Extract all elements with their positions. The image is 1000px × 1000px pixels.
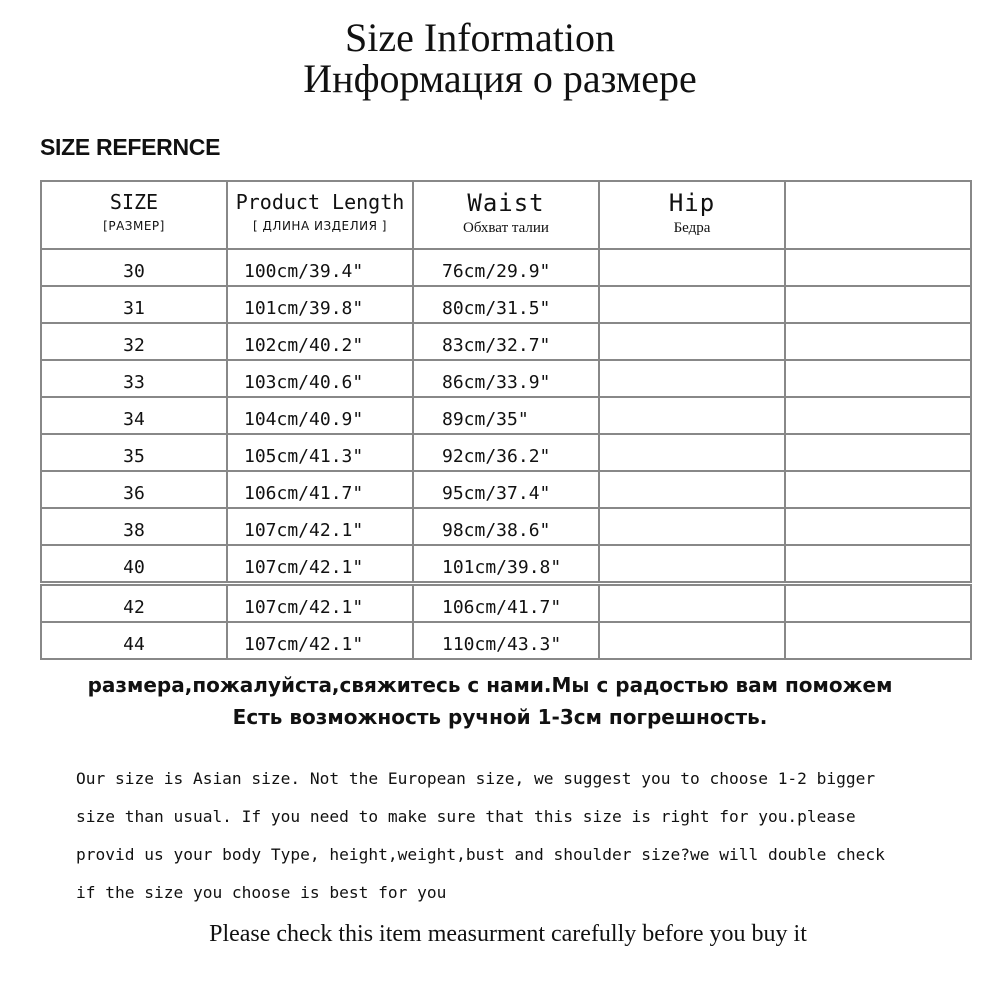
cell-hip [599, 471, 785, 508]
cell-length: 107cm/42.1" [227, 622, 413, 659]
cell-waist: 86cm/33.9" [413, 360, 599, 397]
cell-length: 106cm/41.7" [227, 471, 413, 508]
cell-hip [599, 434, 785, 471]
cell-hip [599, 584, 785, 623]
cell-hip [599, 323, 785, 360]
footer-notice: Please check this item measurment carefully before you buy it [209, 921, 807, 947]
cell-hip [599, 622, 785, 659]
header-hip [599, 181, 785, 249]
cell-length: 105cm/41.3" [227, 434, 413, 471]
header-size-label: SIZE [109, 190, 159, 214]
cell-length: 107cm/42.1" [227, 545, 413, 584]
cell-hip [599, 286, 785, 323]
cell-hip [599, 397, 785, 434]
section-label: SIZE REFERNCE [40, 134, 221, 160]
russian-note-line-2: Есть возможность ручной 1-3см погрешность. [232, 705, 768, 729]
cell-length: 103cm/40.6" [227, 360, 413, 397]
cell-hip [599, 360, 785, 397]
english-note-line: provid us your body Type, height,weight,bust and shoulder size?we will double check [76, 845, 885, 864]
table-row [41, 286, 971, 323]
cell-size: 30 [41, 249, 227, 286]
cell-size: 44 [41, 622, 227, 659]
cell-size: 42 [41, 584, 227, 623]
cell-extra [785, 471, 971, 508]
cell-waist: 95cm/37.4" [413, 471, 599, 508]
size-table [40, 180, 972, 660]
table-row [41, 397, 971, 434]
cell-waist: 83cm/32.7" [413, 323, 599, 360]
cell-waist: 80cm/31.5" [413, 286, 599, 323]
cell-waist: 89cm/35" [413, 397, 599, 434]
header-size-sublabel: [РАЗМЕР] [103, 219, 165, 233]
cell-waist: 98cm/38.6" [413, 508, 599, 545]
cell-extra [785, 397, 971, 434]
header-waist-sublabel: Обхват талии [463, 220, 549, 236]
cell-length: 107cm/42.1" [227, 584, 413, 623]
cell-size: 32 [41, 323, 227, 360]
header-hip-label: Hip [668, 189, 716, 217]
header-product-length [227, 181, 413, 249]
cell-extra [785, 434, 971, 471]
cell-size: 34 [41, 397, 227, 434]
header-size [41, 181, 227, 249]
cell-waist: 101cm/39.8" [413, 545, 599, 584]
table-row [41, 508, 971, 545]
header-product-length-label: Product Length [235, 190, 405, 214]
table-header-row [41, 181, 971, 249]
cell-size: 38 [41, 508, 227, 545]
table-row [41, 471, 971, 508]
cell-waist: 92cm/36.2" [413, 434, 599, 471]
cell-hip [599, 249, 785, 286]
table-row [41, 584, 971, 623]
cell-waist: 110cm/43.3" [413, 622, 599, 659]
table-row [41, 249, 971, 286]
cell-extra [785, 249, 971, 286]
header-hip-sublabel: Бедра [673, 220, 711, 236]
title-english: Size Information [345, 15, 615, 60]
cell-extra [785, 323, 971, 360]
cell-size: 35 [41, 434, 227, 471]
table-row [41, 360, 971, 397]
table-row [41, 545, 971, 584]
table-row [41, 323, 971, 360]
header-waist [413, 181, 599, 249]
cell-extra [785, 622, 971, 659]
cell-extra [785, 508, 971, 545]
cell-size: 31 [41, 286, 227, 323]
russian-note-line-1: размера,пожалуйста,свяжитесь с нами.Мы с радостью вам поможем [87, 673, 893, 697]
cell-size: 33 [41, 360, 227, 397]
english-note-line: size than usual. If you need to make sure that this size is right for you.please [76, 807, 856, 826]
english-size-note [76, 760, 986, 912]
cell-extra [785, 584, 971, 623]
table-row [41, 622, 971, 659]
cell-waist: 106cm/41.7" [413, 584, 599, 623]
cell-length: 101cm/39.8" [227, 286, 413, 323]
cell-size: 40 [41, 545, 227, 584]
cell-waist: 76cm/29.9" [413, 249, 599, 286]
header-empty [785, 181, 971, 249]
cell-hip [599, 545, 785, 584]
cell-extra [785, 545, 971, 584]
header-product-length-sublabel: [ ДЛИНА ИЗДЕЛИЯ ] [253, 219, 387, 233]
header-waist-label: Waist [467, 189, 545, 217]
cell-size: 36 [41, 471, 227, 508]
cell-length: 104cm/40.9" [227, 397, 413, 434]
title-russian: Информация о размере [303, 56, 697, 101]
cell-extra [785, 360, 971, 397]
cell-extra [785, 286, 971, 323]
cell-length: 107cm/42.1" [227, 508, 413, 545]
cell-length: 102cm/40.2" [227, 323, 413, 360]
table-row [41, 434, 971, 471]
english-note-line: if the size you choose is best for you [76, 883, 447, 902]
cell-hip [599, 508, 785, 545]
english-note-line: Our size is Asian size. Not the European size, we suggest you to choose 1-2 bigger [76, 769, 876, 788]
header-empty-label [786, 182, 970, 189]
cell-length: 100cm/39.4" [227, 249, 413, 286]
